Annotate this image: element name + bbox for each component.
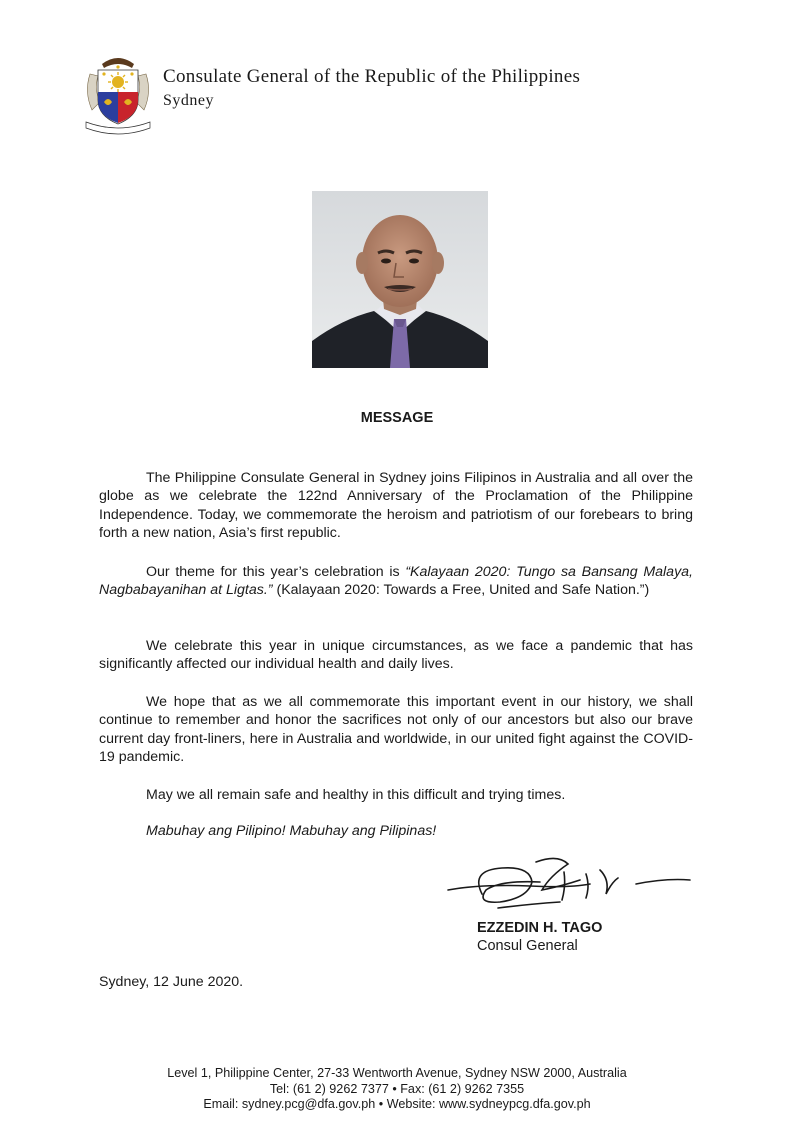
paragraph-5: May we all remain safe and healthy in this difficult and trying times. bbox=[146, 787, 566, 803]
org-title: Consulate General of the Republic of the Philippines bbox=[163, 66, 581, 87]
closing-salutation: Mabuhay ang Pilipino! Mabuhay ang Pilipinas! bbox=[146, 823, 437, 839]
paragraph-4: We hope that as we all commemorate this important event in our history, we shall continue to remember and honor the sacrifices not only of our ancestors but also our brave current day front-liners, here in Australia and worldwide, in our united fight against the COVID-19 pandemic. bbox=[99, 694, 693, 766]
footer-phone: Tel: (61 2) 9262 7377 • Fax: (61 2) 9262 7355 bbox=[269, 1081, 525, 1096]
paragraph-2-lead: Our theme for this year’s celebration is bbox=[146, 564, 406, 580]
message-heading: MESSAGE bbox=[360, 410, 434, 426]
paragraph-3: We celebrate this year in unique circumstances, as we face a pandemic that has significantly affected our individual health and daily lives. bbox=[99, 638, 693, 673]
paragraph-2 bbox=[99, 563, 693, 600]
dateline: Sydney, 12 June 2020. bbox=[99, 974, 244, 990]
coat-of-arms-seal bbox=[80, 52, 156, 136]
footer-address: Level 1, Philippine Center, 27-33 Wentworth Avenue, Sydney NSW 2000, Australia bbox=[167, 1066, 627, 1080]
footer-web: Email: sydney.pcg@dfa.gov.ph • Website: www.sydneypcg.dfa.gov.ph bbox=[203, 1097, 591, 1111]
paragraph-2-tail: (Kalayaan 2020: Towards a Free, United and Safe Nation.”) bbox=[272, 582, 650, 599]
signer-name: EZZEDIN H. TAGO bbox=[477, 920, 603, 936]
paragraph-1: The Philippine Consulate General in Sydney joins Filipinos in Australia and all over the globe as we celebrate the 122nd Anniversary of the Proclamation of the Philippine Independence. Today, we commemorate the heroism and patriotism of our forebears to bring forth a new nation, Asia’s first republic. bbox=[99, 470, 693, 542]
handwritten-signature bbox=[440, 850, 700, 920]
letterhead-footer bbox=[0, 1066, 794, 1113]
paragraph-2-theme: “Kalayaan 2020: Tungo sa Bansang Malaya, Nagbabayanihan at Ligtas.” bbox=[99, 564, 693, 599]
signer-title: Consul General bbox=[477, 938, 578, 954]
org-subtitle: Sydney bbox=[163, 92, 214, 109]
consul-general-portrait bbox=[312, 191, 488, 368]
